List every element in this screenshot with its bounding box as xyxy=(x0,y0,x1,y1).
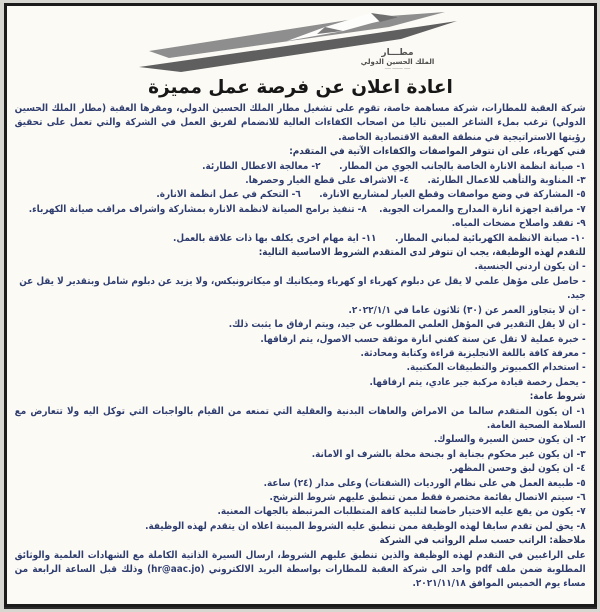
requirement-item-3: - ان لا يتجاوز العمر عن (٣٠) ثلاثون عاما في ٢٠٢٢/١/١. xyxy=(348,304,586,316)
ad-body xyxy=(15,102,586,592)
duty-line-3: ٥- المشاركة في وضع مواصفات وقطع الغيار لمشاريع الانارة. ٦- التحكم في عمل انظمة الانارة. xyxy=(156,189,586,201)
requirement-item-7: - استخدام الكمبيوتر والتطبيقات المكتبية. xyxy=(407,362,586,374)
requirement-item-5: - خبرة عملية لا تقل عن سنة كفني انارة موثقة حسب الاصول، يتم ارفاقها. xyxy=(260,333,586,345)
duty-line-6: ١٠- صيانة الانظمة الكهربائية لمباني المطار. ١١- اية مهام اخرى يكلف بها ذات علاقة بالعمل. xyxy=(173,232,586,244)
ad-title: اعادة اعلان عن فرصة عمل مميزة xyxy=(148,77,453,98)
salary-note: ملاحظة: الراتب حسب سلم الرواتب في الشركة xyxy=(379,535,586,547)
logo-name-top: مطـــار xyxy=(381,47,414,58)
requirement-item-4: - ان لا يقل التقدير في المؤهل العلمي المطلوب عن جيد، ويتم ارفاق ما يثبت ذلك. xyxy=(229,319,586,331)
requirement-item-1: - ان يكون اردني الجنسية. xyxy=(474,261,586,273)
requirement-item-2: - حاصل على مؤهل علمي لا يقل عن دبلوم كهرباء او كهرباء وميكانيك او ميكاترونيكس، ولا يزيد عن دبلوم شامل وبتقدير لا يقل عن جيد. xyxy=(19,275,586,302)
general-conditions-heading: شروط عامة: xyxy=(530,391,586,403)
duty-line-1: ١- صيانة انظمة الانارة الخاصة بالجانب الجوي من المطار. ٢- معالجة الاعطال الطارئة. xyxy=(202,160,586,172)
ad-frame xyxy=(4,3,597,607)
condition-item-2: ٢- ان يكون حسن السيرة والسلوك. xyxy=(434,434,586,446)
duty-line-2: ٣- المناوبة والتأهب للاعمال الطارئة. ٤- الاشراف على قطع الغيار وحصرها. xyxy=(245,175,586,187)
logo-name-main: الملك الحسين الدولي xyxy=(360,58,435,67)
airport-logo xyxy=(139,10,463,72)
logo-wordmark xyxy=(335,48,461,72)
condition-item-3: ٣- ان يكون غير محكوم بجناية او بجنحة مخلة بالشرف او الامانة. xyxy=(312,448,586,460)
condition-item-4: ٤- ان يكون لبق وحسن المظهر. xyxy=(449,463,586,475)
closing-paragraph: على الراغبين في التقدم لهذه الوظيفة والذين تنطبق عليهم الشروط، ارسال السيرة الذاتية الكاملة مع الشهادات العلمية والوثائق المطلوبة ضمن ملف pdf واحد الى شركة العقبة للمطارات بواسطة البريد الالكتروني (hr@aac.jo) وذلك قبل الساعة الرابعة من مساء يوم الخميس الموافق ٢٠٢١/١١/١٨. xyxy=(14,549,586,590)
apply-intro-line: للتقدم لهذه الوظيفة، يجب ان تتوفر لدى المتقدم الشروط الاساسية التالية: xyxy=(259,247,586,259)
logo-tagline: ــــ ـــــــ ــــ xyxy=(384,65,411,72)
requirement-item-8: - يحمل رخصة قيادة مركبة جير عادي، يتم ارفاقها. xyxy=(369,376,586,388)
duty-line-4: ٧- مراقبة اجهزة انارة المدارج والممرات الجوية. ٨- تنفيذ برامج الصيانة لانظمة الانارة بمشاركة واشراف مراقب صيانة الكهرباء. xyxy=(29,203,586,215)
condition-item-5: ٥- طبيعة العمل هي على نظام الورديات (الشفتات) وعلى مدار (٢٤) ساعة. xyxy=(263,477,586,489)
requirement-item-6: - معرفة كافة باللغة الانجليزية قراءة وكتابة ومحادثة. xyxy=(360,347,586,359)
condition-item-7: ٧- يكون من يقع عليه الاختيار خاضعا لتلبية كافة المتطلبات المرتبطة بالجهات المعنية. xyxy=(217,506,586,518)
condition-item-8: ٨- يحق لمن تقدم سابقا لهذه الوظيفة ممن تنطبق عليه الشروط المبينة اعلاه ان يتقدم لهذه الوظيفة. xyxy=(145,520,586,532)
intro-paragraph: شركة العقبة للمطارات، شركة مساهمة خاصة، تقوم على تشغيل مطار الملك الحسين الدولي، ومقرها العقبة (مطار الملك الحسين الدولي) ترغب بملء الشاغر المبين تاليا من اصحاب الكفاءات العالية للانضمام لفريق العمل في الشركة والتي تعمل على تحقيق رؤيتها الاستراتيجية في منطقة العقبة الاقتصادية الخاصة. xyxy=(14,103,586,143)
duty-line-5: ٩- تفقد واصلاح مضخات المياه. xyxy=(452,218,586,230)
position-line: فني كهرباء، على ان تتوفر المواصفات والكفاءات الآتية في المتقدم: xyxy=(289,146,586,158)
condition-item-6: ٦- سيتم الاتصال بقائمة مختصرة فقط ممن تنطبق عليهم شروط الترشح. xyxy=(269,491,586,503)
condition-item-1: ١- ان يكون المتقدم سالما من الامراض والعاهات البدنية والعقلية التي تمنعه من القيام بالواجبات التي توكل اليه ولا تتعارض مع السلامة الصحية العامة. xyxy=(14,405,586,431)
